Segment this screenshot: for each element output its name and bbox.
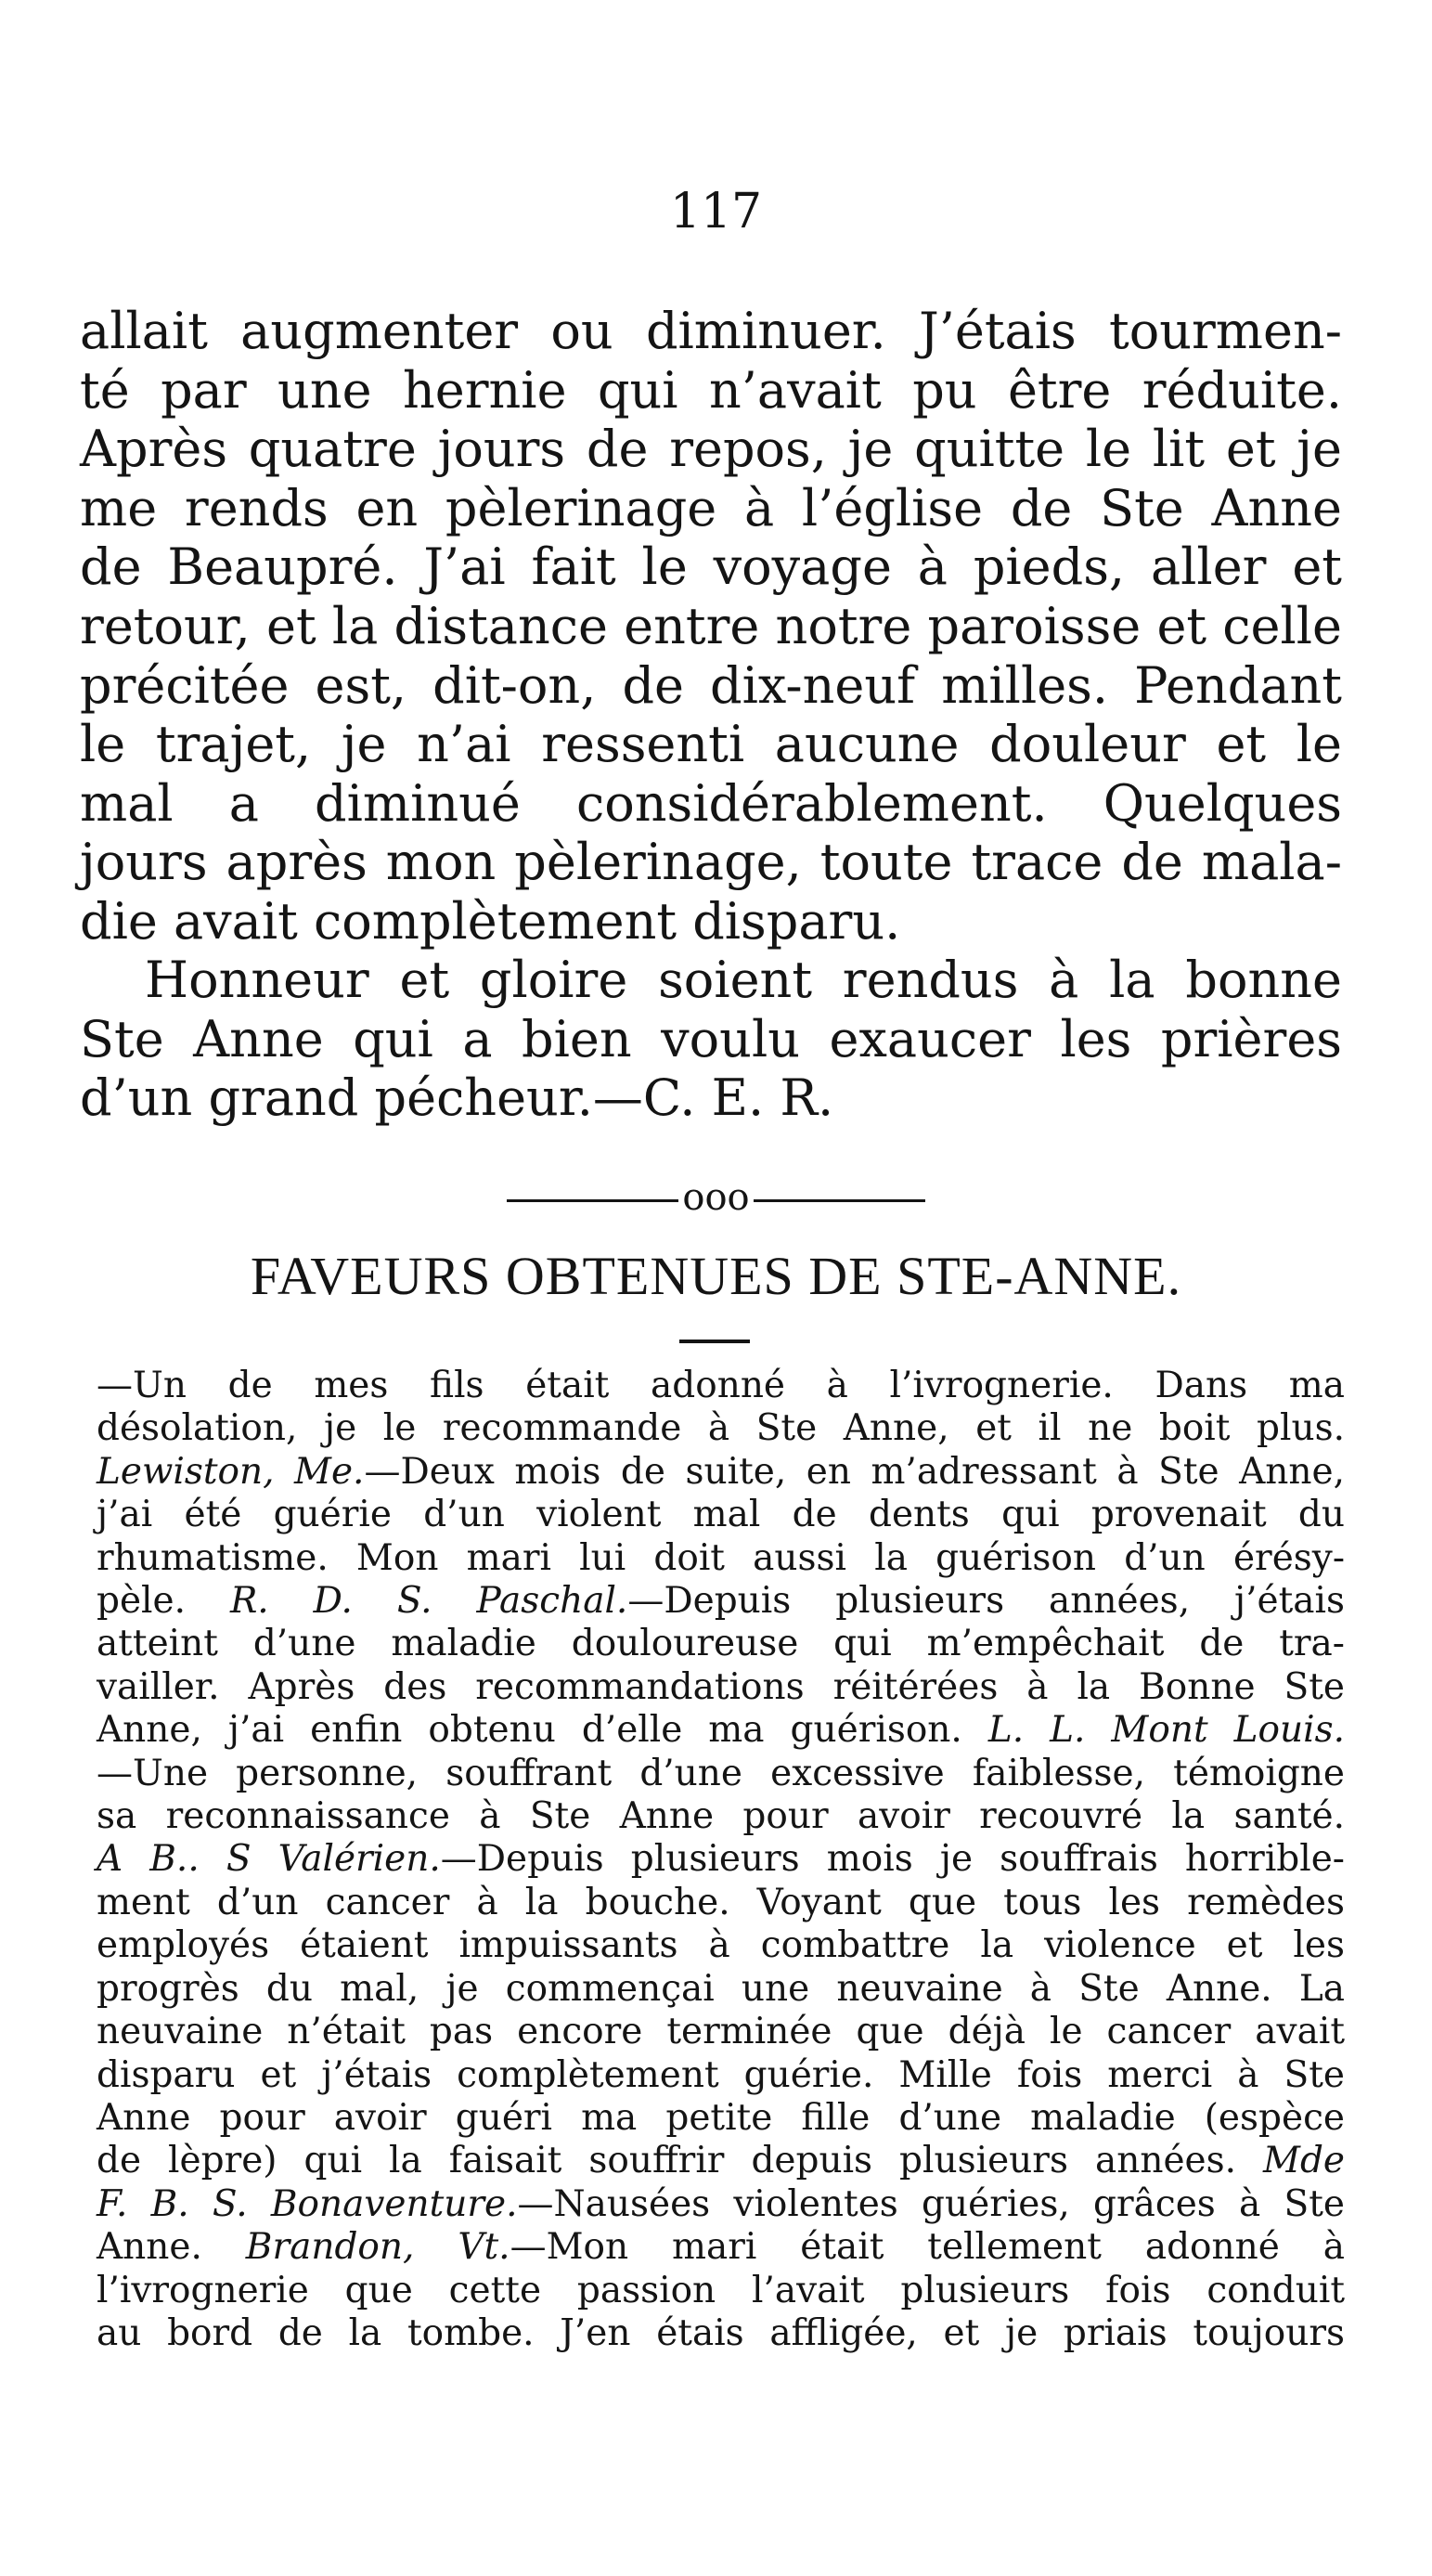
text-run: mal a diminué considérablement. Quelques xyxy=(80,773,1342,833)
text-run: rhumatisme. Mon mari lui doit aussi la guérison d’un érésy- xyxy=(97,1536,1345,1579)
text-line xyxy=(97,1666,1345,1709)
text-line xyxy=(80,951,1342,1010)
text-run: —Depuis plusieurs années, j’étais xyxy=(627,1580,1345,1623)
text-line xyxy=(97,1968,1345,2011)
signature-italic: Brandon, Vt. xyxy=(245,2226,510,2269)
text-run: de lèpre) qui la faisait souffrir depuis plusieurs années. xyxy=(97,2140,1264,2182)
text-line xyxy=(97,1580,1345,1623)
section-heading: FAVEURS OBTENUES DE STE-ANNE. xyxy=(250,1246,1182,1306)
text-run: Ste Anne qui a bien voulu exaucer les prières xyxy=(80,1009,1342,1068)
separator-ornament: ooo xyxy=(682,1176,750,1219)
text-run: Honneur et gloire soient rendus à la bonne xyxy=(145,951,1342,1009)
text-run: vailler. Après des recommandations réitérées à la Bonne Ste xyxy=(97,1665,1345,1708)
text-line xyxy=(97,1407,1345,1450)
text-line xyxy=(97,2097,1345,2140)
text-run: l’ivrognerie que cette passion l’avait plusieurs fois conduit xyxy=(97,2269,1345,2311)
separator-rule-left xyxy=(507,1199,678,1202)
testimony-paragraph xyxy=(80,302,1342,951)
text-run: té par une hernie qui n’avait pu être réduite. xyxy=(80,360,1342,420)
text-run: Anne pour avoir guéri ma petite fille d’une maladie (espèce xyxy=(97,2096,1345,2139)
text-line xyxy=(97,2140,1345,2182)
text-run: précitée est, dit-on, de dix-neuf milles. Pendant xyxy=(80,655,1342,715)
text-run: retour, et la distance entre notre paroisse et celle xyxy=(80,596,1342,655)
text-line xyxy=(80,892,1342,951)
text-line xyxy=(97,1494,1345,1536)
text-run: le trajet, je n’ai ressenti aucune douleur et le xyxy=(80,715,1342,774)
text-run: Anne. xyxy=(97,2226,246,2269)
text-line xyxy=(97,2226,1345,2269)
text-line xyxy=(97,1838,1345,1881)
text-line xyxy=(80,597,1342,656)
text-run: de Beaupré. J’ai fait le voyage à pieds, aller et xyxy=(80,537,1342,597)
closing-paragraph xyxy=(80,951,1342,1128)
text-line xyxy=(97,1709,1345,1752)
text-line xyxy=(97,2312,1345,2355)
text-run: d’un grand pécheur.—C. E. R. xyxy=(80,1068,834,1128)
text-line xyxy=(80,1068,1342,1128)
text-line xyxy=(97,1882,1345,1924)
text-run: employés étaient impuissants à combattre la violence et les xyxy=(97,1924,1345,1967)
text-run: die avait complètement disparu. xyxy=(80,891,901,951)
text-run: —Deux mois de suite, en m’adressant à Ste Anne, xyxy=(364,1450,1345,1493)
signature-italic: R. D. S. Paschal. xyxy=(229,1580,628,1623)
text-line xyxy=(97,1623,1345,1665)
text-line xyxy=(97,2183,1345,2226)
text-run: allait augmenter ou diminuer. J’étais tourmen- xyxy=(80,302,1342,360)
text-run: sa reconnaissance à Ste Anne pour avoir recouvré la santé. xyxy=(97,1795,1345,1838)
heading-underline xyxy=(679,1340,750,1343)
text-line xyxy=(80,1010,1342,1069)
text-run: atteint d’une maladie douloureuse qui m’empêchait de tra- xyxy=(97,1623,1345,1665)
signature-italic: Lewiston, Me. xyxy=(97,1450,365,1493)
section-separator xyxy=(0,1174,1432,1221)
text-run: Après quatre jours de repos, je quitte le lit et je xyxy=(80,420,1342,479)
text-line xyxy=(80,833,1342,892)
text-line xyxy=(80,361,1342,421)
signature-italic: Mde xyxy=(1263,2140,1345,2182)
signature-italic: A B.. S Valérien. xyxy=(97,1838,441,1881)
text-line xyxy=(97,1753,1345,1795)
text-line xyxy=(80,420,1342,479)
text-run: j’ai été guérie d’un violent mal de dents qui provenait du xyxy=(97,1494,1345,1536)
text-line xyxy=(97,2054,1345,2097)
text-line xyxy=(97,1924,1345,1967)
text-line xyxy=(97,1451,1345,1494)
text-run: disparu et j’étais complètement guérie. Mille fois merci à Ste xyxy=(97,2053,1345,2096)
text-run: me rends en pèlerinage à l’église de Ste Anne xyxy=(80,478,1342,537)
text-line xyxy=(97,1795,1345,1838)
signature-italic: F. B. S. Bonaventure. xyxy=(97,2182,518,2225)
signature-italic: L. L. Mont Louis. xyxy=(987,1709,1345,1752)
text-run: —Nausées violentes guéries, grâces à Ste xyxy=(517,2182,1345,2225)
text-run: jours après mon pèlerinage, toute trace de mala- xyxy=(80,833,1342,892)
text-line xyxy=(80,774,1342,834)
text-run: désolation, je le recommande à Ste Anne, et il ne boit plus. xyxy=(97,1407,1345,1450)
text-line xyxy=(80,656,1342,716)
text-run: au bord de la tombe. J’en étais affligée, et je priais toujours xyxy=(97,2311,1345,2354)
text-run: Anne, j’ai enfin obtenu d’elle ma guérison. xyxy=(97,1709,988,1752)
text-line xyxy=(80,302,1342,361)
text-run: ment d’un cancer à la bouche. Voyant que tous les remèdes xyxy=(97,1881,1345,1923)
text-run: —Mon mari était tellement adonné à xyxy=(510,2226,1345,2269)
favors-list xyxy=(97,1365,1345,2355)
text-run: progrès du mal, je commençai une neuvaine à Ste Anne. La xyxy=(97,1967,1345,2010)
text-line xyxy=(97,1365,1345,1407)
text-run: —Un de mes fils était adonné à l’ivrognerie. Dans ma xyxy=(97,1365,1345,1406)
text-run: —Une personne, souffrant d’une excessive faiblesse, témoigne xyxy=(97,1752,1345,1794)
page-number: 117 xyxy=(669,184,763,239)
text-line xyxy=(80,715,1342,774)
text-line xyxy=(80,479,1342,538)
text-line xyxy=(80,537,1342,597)
text-line xyxy=(97,2270,1345,2312)
text-run: —Depuis plusieurs mois je souffrais horrible- xyxy=(440,1838,1345,1881)
separator-rule-right xyxy=(754,1199,925,1202)
text-run: neuvaine n’était pas encore terminée que déjà le cancer avait xyxy=(97,2011,1345,2053)
text-line xyxy=(97,1537,1345,1580)
text-run: pèle. xyxy=(97,1580,230,1623)
text-line xyxy=(97,2011,1345,2053)
